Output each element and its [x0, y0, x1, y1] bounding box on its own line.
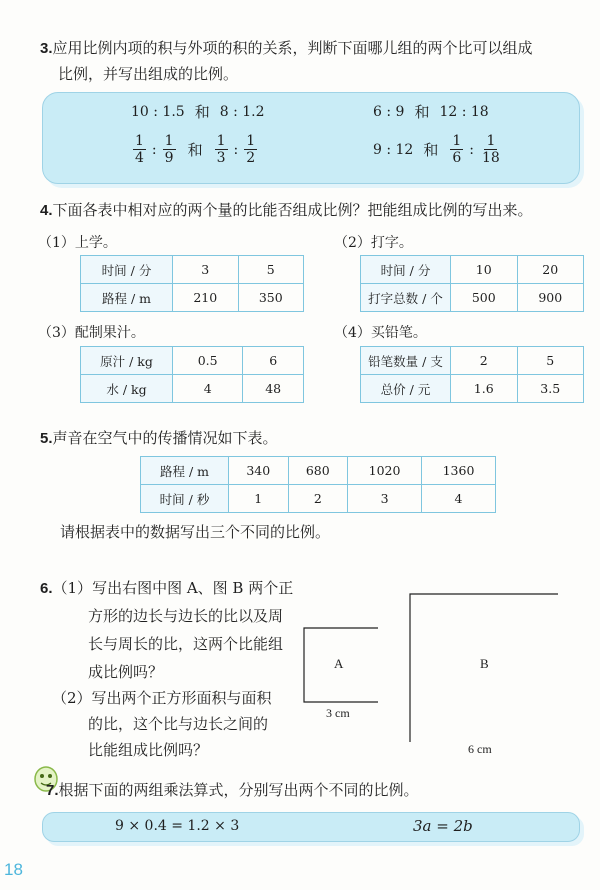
- q3-text-line1: 应用比例内项的积与外项的积的关系，判断下面哪儿组的两个比可以组成: [52, 39, 533, 57]
- table-cell: 总价 / 元: [361, 375, 451, 403]
- q4-table-4: [360, 346, 584, 403]
- table-cell: 680: [288, 457, 348, 485]
- q3-line1: [40, 36, 533, 61]
- q5-table: [140, 456, 496, 513]
- table-cell: 3: [173, 256, 239, 284]
- q4-number: 4.: [40, 202, 53, 219]
- q3-d-colon: :: [469, 141, 474, 158]
- q3-pair-b: [373, 101, 489, 122]
- table-cell: 1: [229, 485, 289, 513]
- q5-text: 声音在空气中的传播情况如下表。: [52, 429, 278, 447]
- q4-table-3: [80, 346, 304, 403]
- q7-line: [46, 778, 419, 803]
- q3-he-b: 和: [414, 103, 430, 121]
- q3-number: 3.: [40, 40, 53, 57]
- q6-p2-label: （2）: [52, 689, 92, 707]
- q6-p1-line3: 成比例吗？: [88, 663, 164, 681]
- table-row: [361, 256, 584, 284]
- table-cell: 5: [238, 256, 304, 284]
- q6-p1-line1: 方形的边长与边长的比以及周: [88, 607, 284, 625]
- table-cell: 原汁 / kg: [81, 347, 173, 375]
- q6-p2-line2: 比能组成比例吗？: [88, 741, 209, 759]
- table-cell: 时间 / 秒: [141, 485, 229, 513]
- table-cell: 20: [517, 256, 584, 284]
- q6-p2-line1: 的比，这个比与边长之间的: [88, 715, 269, 733]
- table-row: [141, 457, 496, 485]
- table-row: [81, 256, 304, 284]
- table-cell: 350: [238, 284, 304, 312]
- table-cell: 900: [517, 284, 584, 312]
- q3-d-frac1: $\frac{1}{6}$: [452, 133, 462, 166]
- q4-t4-label: （4）买铅笔。: [334, 325, 427, 341]
- table-cell: 打字总数 / 个: [361, 284, 451, 312]
- table-cell: 5: [517, 347, 584, 375]
- q3-he-c: 和: [187, 141, 203, 159]
- table-cell: 500: [451, 284, 518, 312]
- q3-pair-d: [373, 133, 504, 166]
- q4-t2-label: （2）打字。: [334, 235, 413, 251]
- q3-pair-a-left: 10 : 1.5: [131, 103, 185, 120]
- table-cell: 1360: [422, 457, 496, 485]
- table-cell: 10: [451, 256, 518, 284]
- q3-pair-a: [131, 101, 265, 122]
- square-b-label: B: [480, 656, 489, 671]
- q6-p1-line0: 写出右图中图 A、图 B 两个正: [92, 579, 294, 597]
- table-row: [361, 375, 584, 403]
- q6-p1-label: （1）: [52, 579, 93, 597]
- q3-c-frac4: $\frac{1}{2}$: [246, 133, 256, 166]
- table-cell: 0.5: [173, 347, 243, 375]
- table-cell: 2: [451, 347, 518, 375]
- table-cell: 4: [422, 485, 496, 513]
- q6-p2-line0: 写出两个正方形面积与面积: [91, 689, 272, 707]
- q3-d-frac2: $\frac{1}{18}$: [482, 133, 500, 166]
- q4-t3-label: （3）配制果汁。: [38, 325, 145, 341]
- table-cell: 1020: [348, 457, 422, 485]
- q3-c-frac3: $\frac{1}{3}$: [216, 133, 226, 166]
- q3-pair-b-right: 12 : 18: [439, 103, 489, 120]
- table-row: [361, 284, 584, 312]
- q5-number: 5.: [40, 430, 53, 447]
- q4-table-1: [80, 255, 304, 312]
- q3-he-d: 和: [423, 141, 439, 159]
- q6-p1-first: [40, 576, 293, 601]
- square-a-label: A: [334, 656, 344, 671]
- q3-c-frac2: $\frac{1}{9}$: [164, 133, 174, 166]
- q6-p1-line2: 长与周长的比，这两个比能组: [88, 635, 284, 653]
- q7-eq2: 3a = 2b: [413, 817, 473, 835]
- table-cell: 3.5: [517, 375, 584, 403]
- table-row: [81, 375, 304, 403]
- q4-line: [40, 198, 533, 223]
- table-row: [141, 485, 496, 513]
- table-cell: 4: [173, 375, 243, 403]
- q7-number: 7.: [46, 782, 59, 799]
- q3-pair-a-right: 8 : 1.2: [219, 103, 265, 120]
- q3-pair-b-left: 6 : 9: [373, 103, 405, 120]
- q5-line: [40, 426, 278, 451]
- table-cell: 路程 / m: [81, 284, 173, 312]
- q3-c-colon2: :: [233, 141, 239, 158]
- q3-answer-box: [42, 92, 580, 184]
- table-cell: 6: [243, 347, 304, 375]
- q7-answer-box: [42, 812, 580, 842]
- q3-c-frac1: $\frac{1}{4}$: [135, 133, 144, 166]
- q3-pair-c: [131, 133, 259, 166]
- table-row: [81, 284, 304, 312]
- q3-text-line2: 比例，并写出组成的比例。: [58, 65, 239, 83]
- table-cell: 340: [229, 457, 289, 485]
- q7-text: 根据下面的两组乘法算式，分别写出两个不同的比例。: [58, 781, 419, 799]
- table-row: [81, 347, 304, 375]
- table-cell: 1.6: [451, 375, 518, 403]
- table-cell: 时间 / 分: [81, 256, 173, 284]
- table-cell: 铅笔数量 / 支: [361, 347, 451, 375]
- table-row: [361, 347, 584, 375]
- q6-figure: [296, 580, 596, 770]
- table-cell: 路程 / m: [141, 457, 229, 485]
- q3-he-a: 和: [194, 103, 210, 121]
- q6-p2-first: [52, 686, 272, 710]
- q4-text: 下面各表中相对应的两个量的比能否组成比例？把能组成比例的写出来。: [52, 201, 533, 219]
- table-cell: 水 / kg: [81, 375, 173, 403]
- q3-pair-d-left: 9 : 12: [373, 141, 414, 158]
- table-cell: 210: [173, 284, 239, 312]
- page-number: 18: [4, 860, 23, 879]
- table-cell: 2: [288, 485, 348, 513]
- q7-eq1: 9 × 0.4 = 1.2 × 3: [115, 818, 240, 834]
- q3-c-colon1: :: [151, 141, 157, 158]
- q6-number: 6.: [40, 580, 53, 597]
- q5-instruction: 请根据表中的数据写出三个不同的比例。: [60, 523, 331, 541]
- table-cell: 3: [348, 485, 422, 513]
- q4-table-2: [360, 255, 584, 312]
- square-a-side-label: 3 cm: [326, 706, 350, 720]
- q4-t1-label: （1）上学。: [38, 235, 117, 251]
- square-b-side-label: 6 cm: [468, 742, 492, 756]
- table-cell: 48: [243, 375, 304, 403]
- table-cell: 时间 / 分: [361, 256, 451, 284]
